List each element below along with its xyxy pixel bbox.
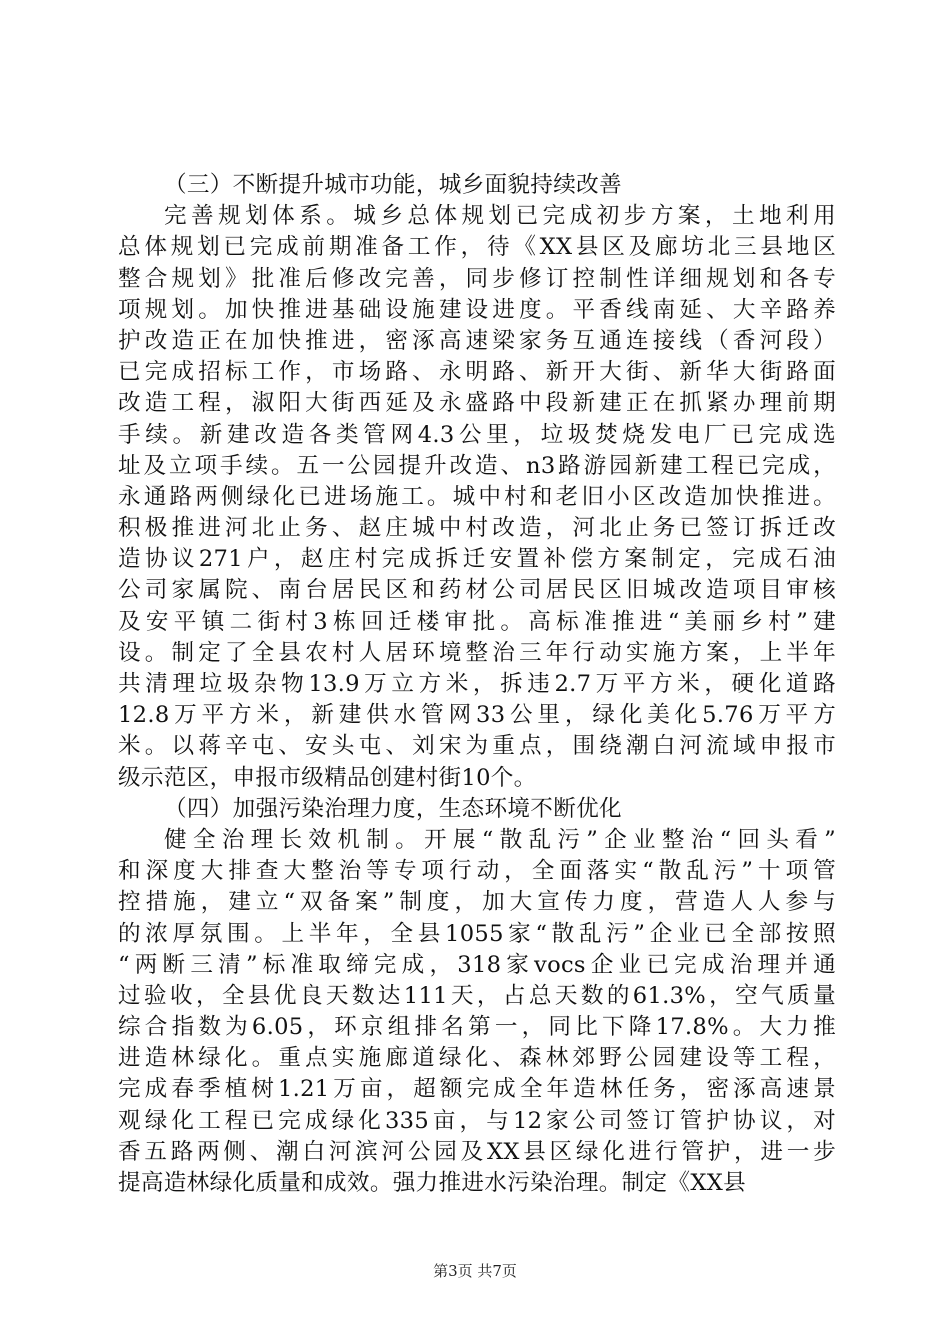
text-line: 进造林绿化。重点实施廊道绿化、森林郊野公园建设等工程， [118, 1045, 836, 1072]
page-number: 第3页 共7页 [433, 1262, 517, 1280]
text-line: 已完成招标工作，市场路、永明路、新开大街、新华大街路面 [118, 359, 836, 386]
text-line: （三）不断提升城市功能，城乡面貌持续改善 [164, 172, 622, 198]
text-line: 香五路两侧、潮白河滨河公园及XX县区绿化进行管护，进一步 [118, 1138, 836, 1165]
text-line: 完善规划体系。城乡总体规划已完成初步方案，土地利用 [164, 203, 836, 230]
text-line: 总体规划已完成前期准备工作，待《XX县区及廊坊北三县地区 [118, 234, 836, 261]
text-line: 永通路两侧绿化已进场施工。城中村和老旧小区改造加快推进。 [118, 483, 836, 510]
text-line: 观绿化工程已完成绿化335亩，与12家公司签订管护协议，对 [118, 1107, 836, 1134]
text-line: 级示范区，申报市级精品创建村街10个。 [118, 764, 537, 791]
text-line: 护改造正在加快推进，密涿高速梁家务互通连接线（香河段） [118, 327, 836, 354]
text-line: 整合规划》批准后修改完善，同步修订控制性详细规划和各专 [118, 265, 836, 292]
text-line: 积极推进河北止务、赵庄城中村改造，河北止务已签订拆迁改 [118, 515, 836, 542]
text-line: 址及立项手续。五一公园提升改造、n3路游园新建工程已完成， [118, 452, 836, 479]
text-line: 及安平镇二街村3栋回迁楼审批。高标准推进“美丽乡村”建 [118, 608, 836, 635]
text-line: 过验收，全县优良天数达111天，占总天数的61.3%，空气质量 [118, 982, 836, 1009]
section-heading [118, 794, 836, 825]
page-footer [0, 1261, 950, 1281]
text-line: 控措施，建立“双备案”制度，加大宣传力度，营造人人参与 [118, 889, 836, 916]
text-line: 手续。新建改造各类管网4.3公里，垃圾焚烧发电厂已完成选 [118, 421, 836, 448]
section-heading [118, 170, 836, 201]
paragraph [118, 201, 836, 794]
document-body [118, 170, 836, 1199]
text-line: 12.8万平方米，新建供水管网33公里，绿化美化5.76万平方 [118, 702, 836, 729]
text-line: 和深度大排查大整治等专项行动，全面落实“散乱污”十项管 [118, 858, 836, 885]
text-line: 改造工程，淑阳大街西延及永盛路中段新建正在抓紧办理前期 [118, 390, 836, 417]
text-line: （四）加强污染治理力度，生态环境不断优化 [164, 795, 622, 822]
text-line: 提高造林绿化质量和成效。强力推进水污染治理。制定《XX县 [118, 1170, 747, 1196]
text-line: 综合指数为6.05，环京组排名第一，同比下降17.8%。大力推 [118, 1014, 836, 1041]
text-line: 造协议271户，赵庄村完成拆迁安置补偿方案制定，完成石油 [118, 546, 836, 573]
text-line: 设。制定了全县农村人居环境整治三年行动实施方案，上半年 [118, 639, 836, 666]
text-line: 共清理垃圾杂物13.9万立方米，拆违2.7万平方米，硬化道路 [118, 671, 836, 697]
paragraph [118, 825, 836, 1199]
text-line: 完成春季植树1.21万亩，超额完成全年造林任务，密涿高速景 [118, 1076, 836, 1103]
text-line: “两断三清”标准取缔完成，318家vocs企业已完成治理并通 [118, 951, 836, 978]
text-line: 米。以蒋辛屯、安头屯、刘宋为重点，围绕潮白河流域申报市 [118, 733, 836, 760]
text-line: 的浓厚氛围。上半年，全县1055家“散乱污”企业已全部按照 [118, 920, 836, 947]
text-line: 项规划。加快推进基础设施建设进度。平香线南延、大辛路养 [118, 296, 836, 323]
text-line: 健全治理长效机制。开展“散乱污”企业整治“回头看” [164, 826, 836, 853]
text-line: 公司家属院、南台居民区和药材公司居民区旧城改造项目审核 [118, 577, 836, 604]
